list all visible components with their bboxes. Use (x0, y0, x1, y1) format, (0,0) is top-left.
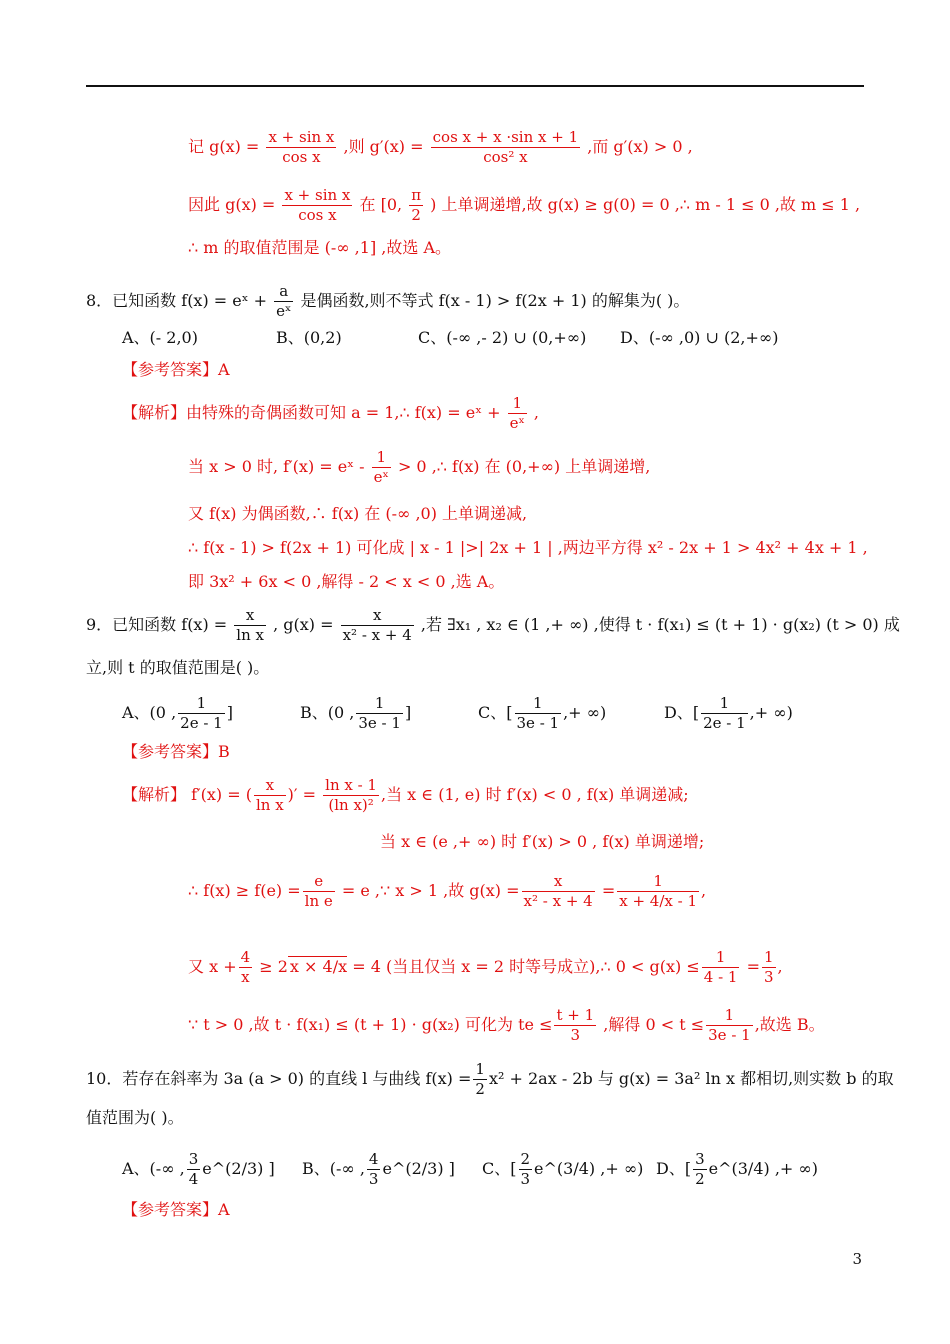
q9-sol-3: ∴ f(x) ≥ f(e) = $\frac{e}{\text{ln e}}$ = e ,∵ x > 1 ,故 g(x) = $\frac{x}{\text{x² - x + 4}}$ = $\frac{1}{x + 4/x - 1}$ , (188, 872, 707, 910)
q10-stem-2: 值范围为( )。 (86, 1108, 184, 1127)
q8-sol-2: 当 x > 0 时, f′(x) = eˣ - $\frac{1}{\text{eˣ}}$ > 0 ,∴ f(x) 在 (0,+∞) 上单调递增, (188, 448, 651, 486)
q8-sol-1: 【解析】由特殊的奇偶函数可知 a = 1,∴ f(x) = eˣ + $\frac{1}{\text{eˣ}}$ , (122, 394, 540, 432)
q8-sol-5: 即 3x² + 6x < 0 ,解得 - 2 < x < 0 ,选 A。 (188, 572, 505, 591)
q9-sol-1: 【解析】 f′(x) = ( $\frac{x}{\text{ln x}}$ )′ = $\frac{\text{ln x - 1}}{\text{(ln x)²}}$ ,当 x ∈ (1, e) 时 f′(x) < 0 , f(x) 单调递减; (122, 776, 689, 814)
header-rule (86, 85, 864, 87)
q7-line2: 因此 g(x) = $\frac{\text{x + sin x}}{\text{cos x}}$ 在 [0, $\frac{\pi}{2}$ ) 上单调递增,故 g(x) ≥ g(0) = 0 ,∴ m - 1 ≤ 0 ,故 m ≤ 1 , (188, 186, 861, 224)
page-number: 3 (852, 1250, 862, 1268)
q9-option-b: B、(0 , $\frac{1}{3e - 1}$ ] (300, 694, 412, 732)
q8-option-d: D、(-∞ ,0) ∪ (2,+∞) (620, 328, 779, 347)
q8-stem: 8．已知函数 f(x) = eˣ + $\frac{a}{\text{eˣ}}$ 是偶函数,则不等式 f(x - 1) > f(2x + 1) 的解集为( )。 (86, 282, 690, 320)
q9-sol-5: ∵ t > 0 ,故 t · f(x₁) ≤ (t + 1) · g(x₂) 可化为 te ≤ $\frac{t + 1}{3}$ ,解得 0 < t ≤ $\frac{1}{3e - 1}$ ,故选 B。 (188, 1006, 825, 1044)
q9-sol-4: 又 x + $\frac{4}{x}$ ≥ 2 x × 4/x = 4 (当且仅当 x = 2 时等号成立),∴ 0 < g(x) ≤ $\frac{1}{4 - 1}$ = $\frac{1}{3}$ , (188, 948, 783, 986)
q8-option-c: C、(-∞ ,- 2) ∪ (0,+∞) (418, 328, 587, 347)
q10-option-a: A、(-∞ , $\frac{3}{4}$ e^(2/3) ] (122, 1150, 275, 1188)
q9-option-a: A、(0 , $\frac{1}{2e - 1}$ ] (122, 694, 233, 732)
q10-stem: 10．若存在斜率为 3a (a > 0) 的直线 l 与曲线 f(x) = $\frac{1}{2}$ x² + 2ax - 2b 与 g(x) = 3a² ln x 都相切,则实数 b 的取 (86, 1060, 894, 1098)
q8-option-b: B、(0,2) (276, 328, 342, 347)
sqrt-expression: x × 4/x (289, 956, 348, 976)
q9-sol-2: 当 x ∈ (e ,+ ∞) 时 f′(x) > 0 , f(x) 单调递增; (380, 832, 705, 851)
q9-option-c: C、[ $\frac{1}{3e - 1}$ ,+ ∞) (478, 694, 607, 732)
q8-sol-4: ∴ f(x - 1) > f(2x + 1) 可化成 | x - 1 |>| 2x + 1 | ,两边平方得 x² - 2x + 1 > 4x² + 4x + 1 , (188, 538, 868, 557)
q10-option-d: D、[ $\frac{3}{2}$ e^(3/4) ,+ ∞) (656, 1150, 818, 1188)
q8-sol-3: 又 f(x) 为偶函数,∴ f(x) 在 (-∞ ,0) 上单调递减, (188, 504, 528, 523)
q9-option-d: D、[ $\frac{1}{2e - 1}$ ,+ ∞) (664, 694, 793, 732)
q10-answer: 【参考答案】A (122, 1200, 230, 1219)
q10-option-b: B、(-∞ , $\frac{4}{3}$ e^(2/3) ] (302, 1150, 455, 1188)
q10-option-c: C、[ $\frac{2}{3}$ e^(3/4) ,+ ∞) (482, 1150, 644, 1188)
q7-line3: ∴ m 的取值范围是 (-∞ ,1] ,故选 A。 (188, 238, 451, 257)
q8-answer: 【参考答案】A (122, 360, 230, 379)
q7-line1: 记 g(x) = $\frac{\text{x + sin x}}{\text{cos x}}$ ,则 g′(x) = $\frac{\text{cos x + x ·sin x + 1}}{\text{cos² x}}$ ,而 g′(x) > 0 , (188, 128, 693, 166)
q8-option-a: A、(- 2,0) (122, 328, 198, 347)
q9-stem: 9．已知函数 f(x) = $\frac{x}{\text{ln x}}$ , g(x) = $\frac{x}{\text{x² - x + 4}}$ ,若 ∃x₁ , x₂ ∈ (1 ,+ ∞) ,使得 t · f(x₁) ≤ (t + 1) · g(x₂) (t > 0) 成 (86, 606, 900, 644)
q9-answer: 【参考答案】B (122, 742, 230, 761)
q9-stem-2: 立,则 t 的取值范围是( )。 (86, 658, 270, 677)
